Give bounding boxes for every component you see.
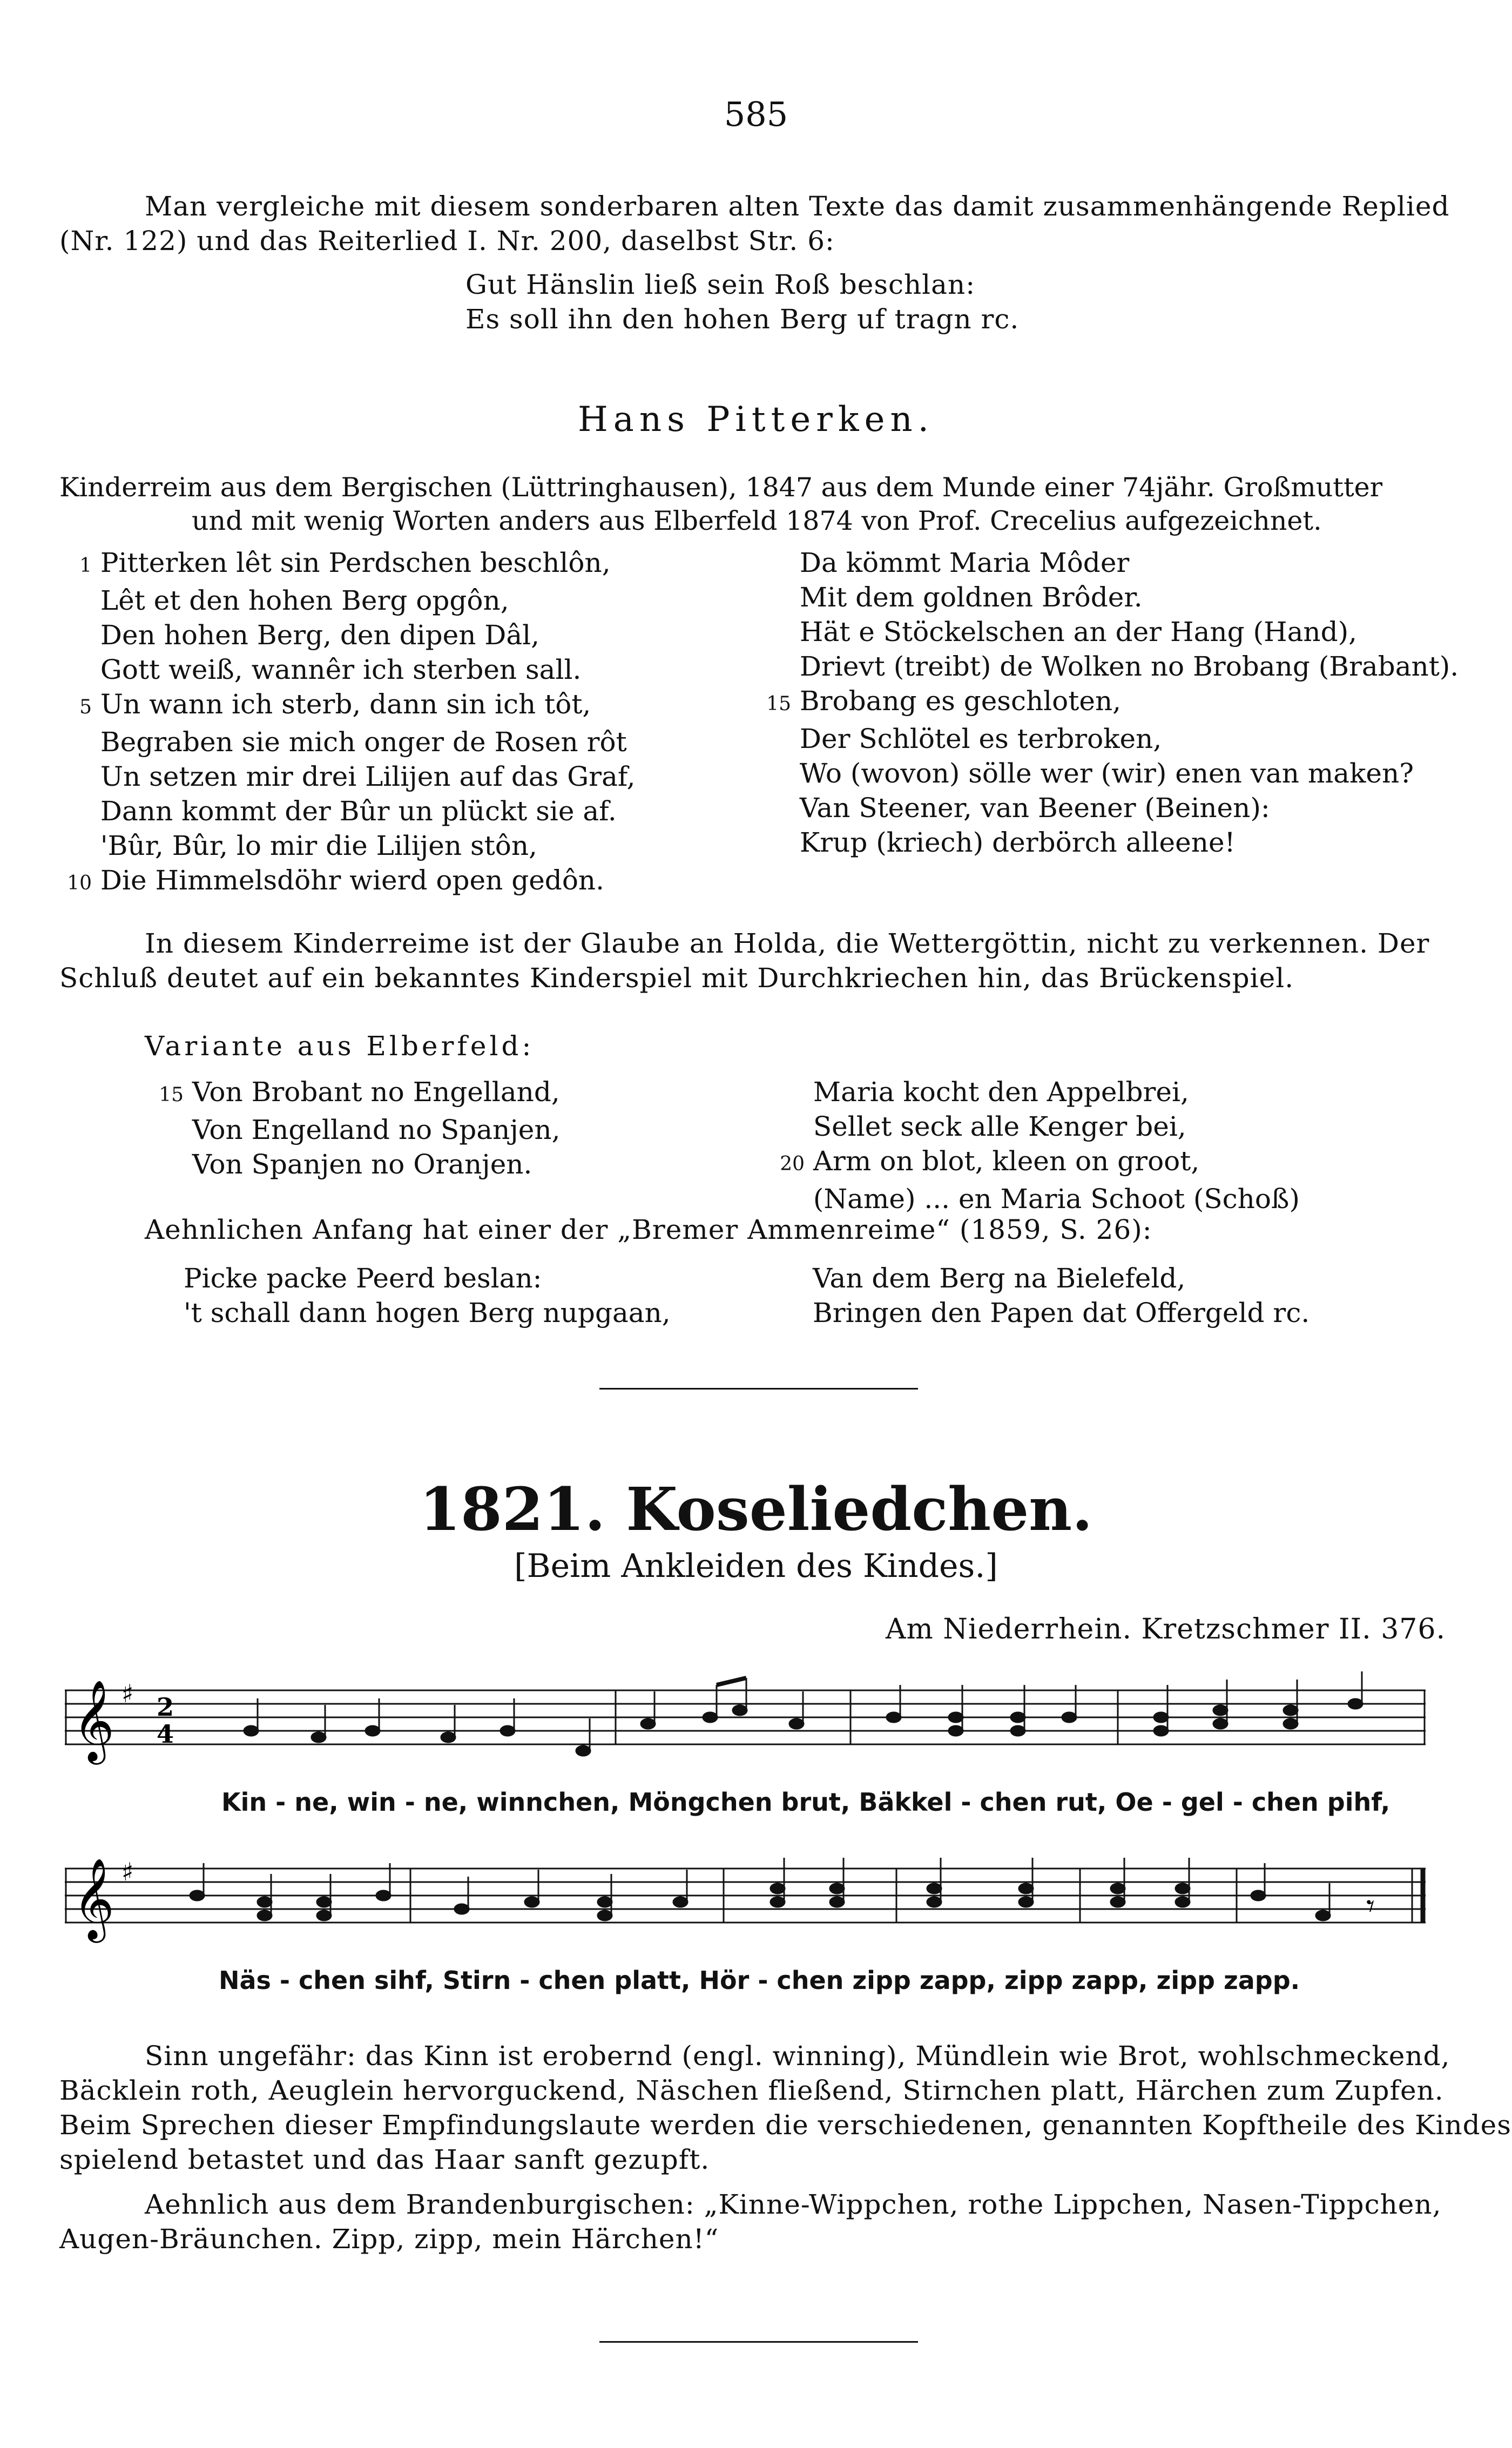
poem-line: 15 Brobang es geschloten, (766, 685, 1122, 717)
treble-clef-icon: 𝄞 (73, 1679, 114, 1761)
poem-line: Dann kommt der Bûr un plückt sie af. (100, 795, 617, 827)
time-signature-bottom: 4 (157, 1719, 174, 1749)
page-number: 585 (724, 95, 788, 134)
variant-line: Von Spanjen no Oranjen. (192, 1149, 532, 1180)
notes-staff-2 (190, 1858, 1330, 1920)
poem-line: 1 Pitterken lêt sin Perdschen beschlôn, (79, 547, 611, 578)
source-line-2: und mit wenig Worten anders aus Elberfeld 1874 von Prof. Crecelius aufgezeichnet. (192, 505, 1322, 536)
variant-line: (Name) ... en Maria Schoot (Schoß) (813, 1183, 1300, 1215)
bremer-line: Van dem Berg na Bielefeld, (813, 1263, 1186, 1294)
commentary-line-2: Schluß deutet auf ein bekanntes Kinderspiel mit Durchkriechen hin, das Brückenspiel. (59, 962, 1294, 994)
variant-line: Von Engelland no Spanjen, (192, 1114, 561, 1145)
intro-line-1: Man vergleiche mit diesem sonderbaren alten Texte das damit zusammenhängende Replied (145, 191, 1450, 222)
bremer-left-column (184, 1261, 671, 1330)
variant-heading: Variante aus Elberfeld: (145, 1030, 535, 1062)
bremer-line: Bringen den Papen dat Offergeld rc. (813, 1297, 1310, 1328)
variant-right-column (778, 1075, 1300, 1216)
poem-line: Krup (kriech) derbörch alleene! (799, 827, 1236, 858)
poem-line: Lêt et den hohen Berg opgôn, (100, 585, 509, 616)
poem-line: Der Schlötel es terbroken, (799, 723, 1162, 754)
variant-line: 20 Arm on blot, kleen on groot, (780, 1145, 1200, 1177)
poem-line: Da kömmt Maria Môder (799, 547, 1130, 578)
poem-line: Hät e Stöckelschen an der Hang (Hand), (799, 616, 1358, 648)
bremer-line: 't schall dann hogen Berg nupgaan, (184, 1297, 671, 1328)
source-line-1: Kinderreim aus dem Bergischen (Lüttringhausen), 1847 aus dem Munde einer 74jähr. Großmutter (59, 472, 1383, 503)
song-subtitle: [Beim Ankleiden des Kindes.] (514, 1547, 998, 1585)
explanation-line-3: Beim Sprechen dieser Empfindungslaute werden die verschiedenen, genannten Kopftheile des Kindes (59, 2109, 1511, 2141)
treble-clef-icon: 𝄞 (73, 1857, 114, 1939)
sharp-icon: ♯ (122, 1679, 134, 1708)
explanation-line-2: Bäcklein roth, Aeuglein hervorguckend, Näschen fließend, Stirnchen platt, Härchen zum Zupfen. (59, 2075, 1444, 2106)
poem-line: Den hohen Berg, den dipen Dâl, (100, 619, 540, 651)
song-source: Am Niederrhein. Kretzschmer II. 376. (886, 1613, 1446, 1646)
similar-line: Aehnlichen Anfang hat einer der „Bremer Ammenreime“ (1859, S. 26): (145, 1214, 1152, 1245)
intro-quote-2: Es soll ihn den hohen Berg uf tragn rc. (465, 304, 1020, 335)
variant-left-column (157, 1075, 560, 1182)
intro-quote-1: Gut Hänslin ließ sein Roß beschlan: (465, 269, 976, 300)
variant-line: 15 Von Brobant no Engelland, (159, 1076, 560, 1108)
variant-line: Sellet seck alle Kenger bei, (813, 1111, 1186, 1142)
poem-line: Gott weiß, wannêr ich sterben sall. (100, 654, 582, 685)
explanation-line-1: Sinn ungefähr: das Kinn ist erobernd (engl. winning), Mündlein wie Brot, wohlschmeckend, (145, 2040, 1450, 2072)
bremer-right-column (813, 1261, 1310, 1330)
brandenburg-line-2: Augen-Bräunchen. Zipp, zipp, mein Härchen!“ (59, 2223, 719, 2255)
poem-left-column (65, 545, 636, 901)
poem-line: Un setzen mir drei Lilijen auf das Graf, (100, 761, 636, 792)
music-staff-1 (65, 1658, 1447, 1782)
footer-divider (599, 2341, 918, 2343)
poem-line: 10 Die Himmelsdöhr wierd open gedôn. (67, 865, 605, 896)
sharp-icon: ♯ (122, 1857, 134, 1886)
bremer-line: Picke packe Peerd beslan: (184, 1263, 542, 1294)
poem-line: Mit dem goldnen Brôder. (799, 582, 1143, 613)
poem-line: Begraben sie mich onger de Rosen rôt (100, 726, 627, 758)
explanation-line-4: spielend betastet und das Haar sanft gezupft. (59, 2144, 710, 2175)
variant-line: Maria kocht den Appelbrei, (813, 1076, 1189, 1108)
section-divider (599, 1388, 918, 1390)
song-title: 1821. Koseliedchen. (419, 1474, 1093, 1544)
commentary-line-1: In diesem Kinderreime ist der Glaube an Holda, die Wettergöttin, nicht zu verkennen. Der (145, 928, 1430, 959)
lyrics-line-2: Näs - chen sihf, Stirn - chen platt, Hör - chen zipp zapp, zipp zapp, zipp zapp. (219, 1966, 1300, 1995)
poem-line: 5 Un wann ich sterb, dann sin ich tôt, (79, 689, 591, 720)
lyrics-line-1: Kin - ne, win - ne, winnchen, Möngchen brut, Bäkkel - chen rut, Oe - gel - chen pihf, (221, 1788, 1390, 1817)
section-title: Hans Pitterken. (577, 400, 935, 440)
poem-right-column (764, 545, 1459, 860)
poem-line: Wo (wovon) sölle wer (wir) enen van maken? (799, 758, 1414, 789)
rest-icon: 𝄾 (1366, 1887, 1375, 1925)
intro-line-2: (Nr. 122) und das Reiterlied I. Nr. 200, daselbst Str. 6: (59, 225, 835, 257)
poem-line: 'Bûr, Bûr, lo mir die Lilijen stôn, (100, 830, 537, 861)
music-staff-2 (65, 1836, 1447, 1960)
notes-staff-1 (244, 1671, 1362, 1756)
poem-line: Van Steener, van Beener (Beinen): (799, 792, 1270, 824)
time-signature-top: 2 (157, 1692, 174, 1722)
brandenburg-line-1: Aehnlich aus dem Brandenburgischen: „Kinne-Wippchen, rothe Lippchen, Nasen-Tippchen, (145, 2189, 1442, 2220)
poem-line: Drievt (treibt) de Wolken no Brobang (Brabant). (799, 651, 1459, 682)
